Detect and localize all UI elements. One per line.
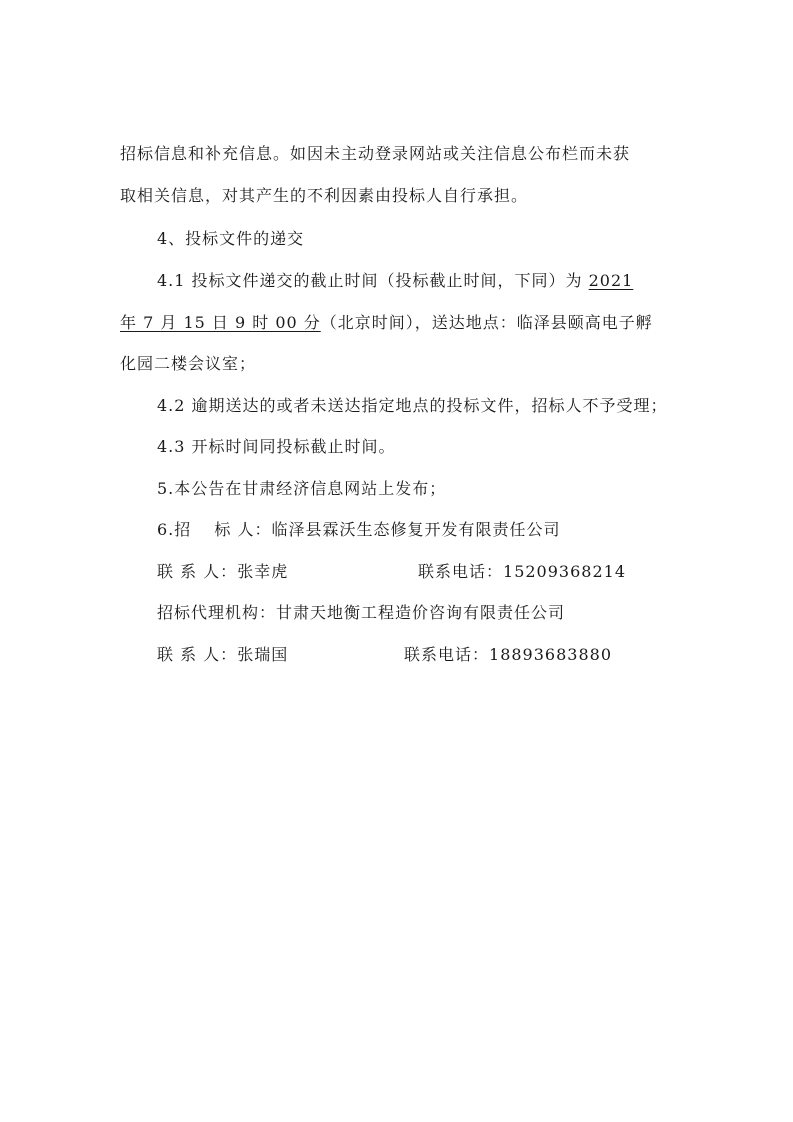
deadline-date: 年 7 月 15 日 9 时 00 分 [120, 313, 321, 332]
item-4-3: 4.3 开标时间同投标截止时间。 [157, 437, 396, 456]
section5: 5.本公告在甘肃经济信息网站上发布； [157, 479, 447, 498]
contact2-label: 联 系 人： [157, 645, 238, 664]
agency-label: 招标代理机构： [157, 603, 277, 622]
phone1-label: 联系电话： [418, 562, 504, 581]
section4-heading: 4、投标文件的递交 [157, 229, 305, 248]
contact2-row [157, 645, 288, 665]
agency-name: 甘肃天地衡工程造价咨询有限责任公司 [276, 603, 566, 622]
contact1-label: 联 系 人： [157, 562, 238, 581]
item-4-1-line-1 [157, 271, 633, 291]
item-4-1-line-2 [120, 313, 653, 333]
contact1-name: 张幸虎 [237, 562, 289, 581]
item-4-1-suffix: （北京时间），送达地点：临泽县颐高电子孵 [320, 313, 653, 332]
phone1-row [418, 562, 626, 582]
tenderer-name: 临泽县霖沃生态修复开发有限责任公司 [271, 520, 561, 539]
tenderer-label: 6.招 标 人： [157, 520, 272, 539]
intro-line-1: 招标信息和补充信息。如因未主动登录网站或关注信息公布栏而未获 [120, 144, 631, 163]
item-4-1-line-3: 化园二楼会议室； [120, 354, 257, 373]
contact2-name: 张瑞国 [237, 645, 289, 664]
item-4-1-prefix: 4.1 投标文件递交的截止时间（投标截止时间，下同）为 [157, 271, 589, 290]
tenderer-row [157, 520, 560, 540]
item-4-2: 4.2 逾期送达的或者未送达指定地点的投标文件，招标人不予受理； [157, 396, 668, 415]
intro-line-2: 取相关信息，对其产生的不利因素由投标人自行承担。 [120, 186, 529, 205]
phone1-value: 15209368214 [503, 562, 626, 581]
agency-row [157, 603, 565, 623]
contact1-row [157, 562, 288, 582]
phone2-label: 联系电话： [404, 645, 490, 664]
deadline-year: 2021 [588, 271, 634, 290]
phone2-row [404, 645, 612, 665]
phone2-value: 18893683880 [489, 645, 612, 664]
